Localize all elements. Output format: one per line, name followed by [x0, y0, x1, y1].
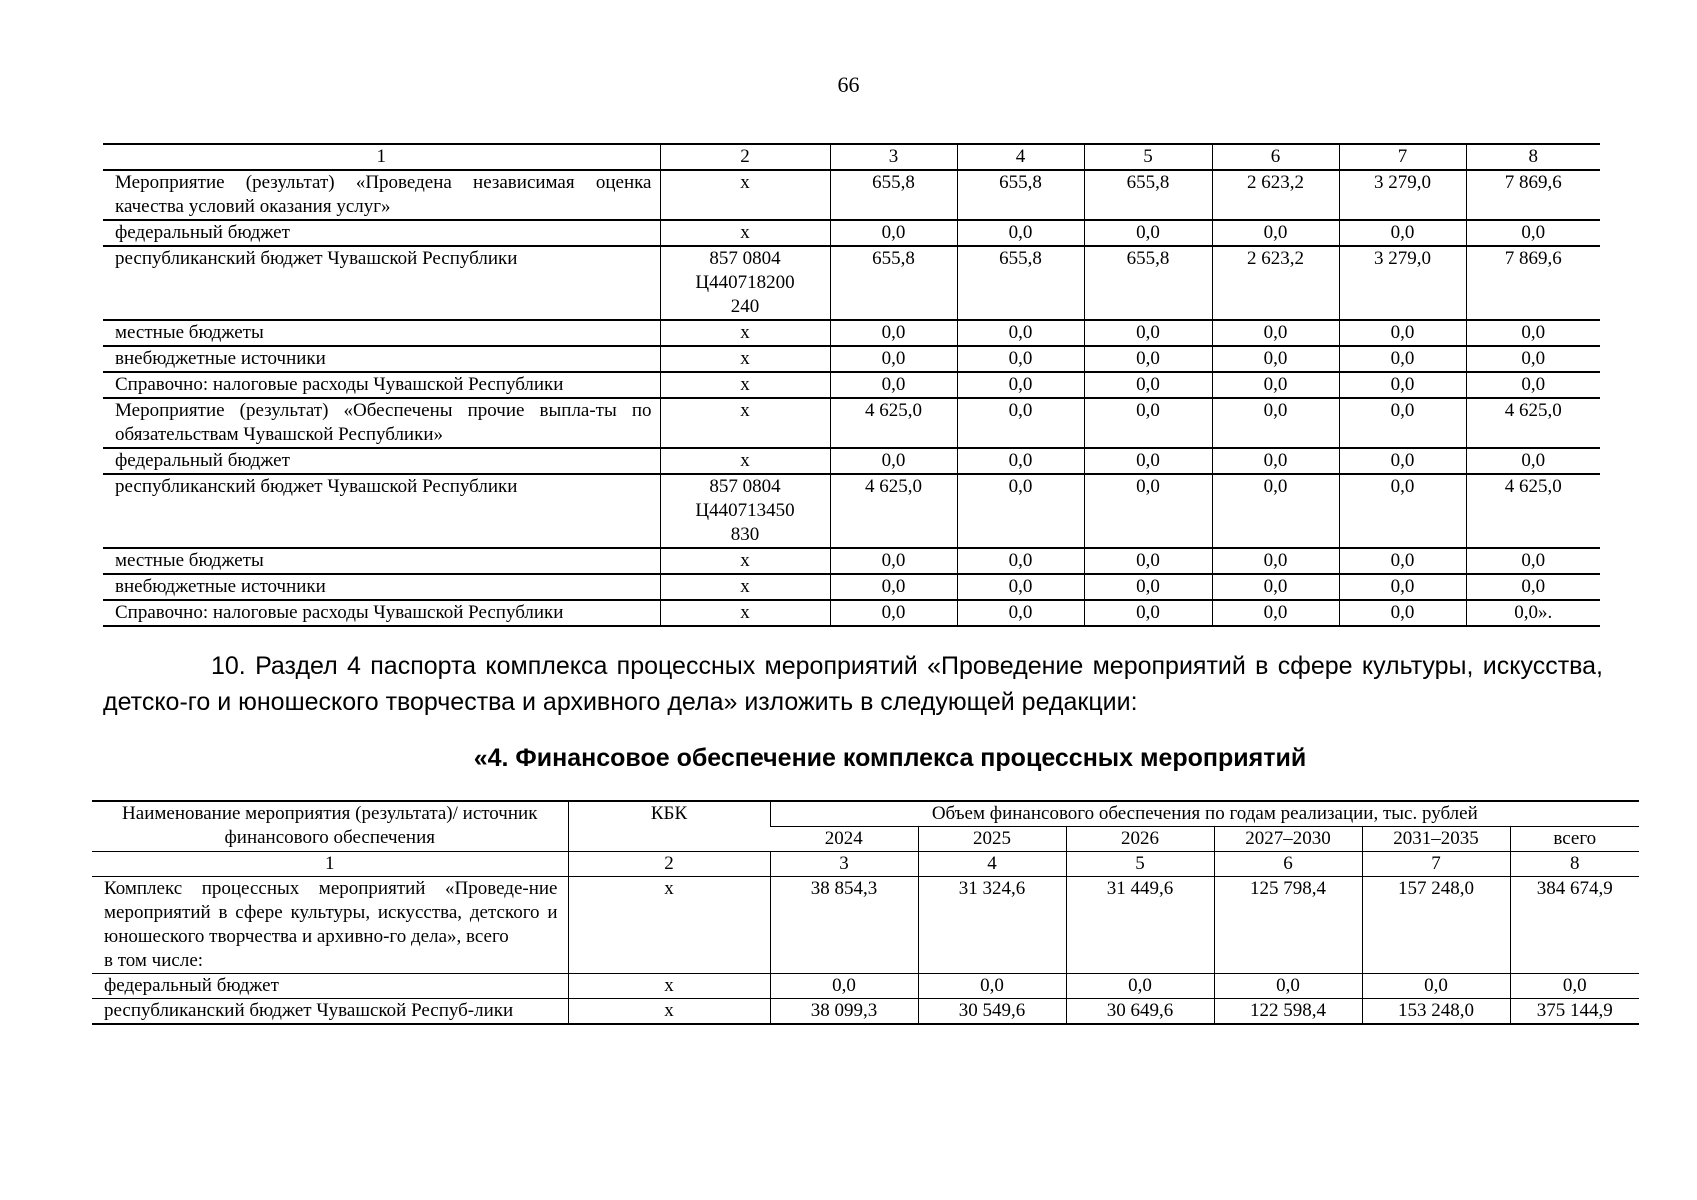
row-value: 0,0 [1466, 320, 1600, 346]
header-volume: Объем финансового обеспечения по годам реализации, тыс. рублей [770, 801, 1639, 827]
table-row [103, 548, 1600, 574]
row-value: 153 248,0 [1362, 999, 1510, 1025]
row-kbk [660, 220, 830, 246]
page-number: 66 [837, 72, 860, 97]
row-value: 0,0 [957, 346, 1084, 372]
row-value: 2 623,2 [1212, 246, 1339, 320]
kbk-line: Ц440713450 [695, 500, 795, 521]
header-year: 2026 [1066, 827, 1214, 852]
row-kbk [660, 372, 830, 398]
row-value: 655,8 [1084, 170, 1212, 220]
row-value: 0,0 [1212, 398, 1339, 448]
row-value: 0,0 [830, 220, 957, 246]
column-number: 5 [1084, 144, 1212, 170]
row-value: 2 623,2 [1212, 170, 1339, 220]
row-kbk [660, 548, 830, 574]
kbk-line: х [740, 576, 750, 597]
row-value: 0,0 [957, 474, 1084, 548]
row-value: 0,0 [957, 548, 1084, 574]
kbk-line: 240 [730, 296, 760, 317]
row-value: 0,0 [957, 398, 1084, 448]
row-name: внебюджетные источники [103, 346, 660, 372]
kbk-line: Ц440718200 [695, 272, 795, 293]
row-value: 0,0 [1339, 548, 1466, 574]
column-number: 6 [1214, 852, 1362, 877]
row-value: 655,8 [830, 246, 957, 320]
row-value: 3 279,0 [1339, 170, 1466, 220]
row-value: 4 625,0 [1466, 474, 1600, 548]
row-value: 0,0 [1084, 448, 1212, 474]
row-value: 0,0 [830, 320, 957, 346]
row-kbk [660, 600, 830, 626]
row-name: местные бюджеты [103, 548, 660, 574]
header-year: 2027–2030 [1214, 827, 1362, 852]
row-value: 31 324,6 [918, 877, 1066, 974]
column-number: 8 [1466, 144, 1600, 170]
row-value: 0,0». [1466, 600, 1600, 626]
row-value: 0,0 [1084, 574, 1212, 600]
row-value: 0,0 [1466, 220, 1600, 246]
column-number: 2 [568, 852, 770, 877]
row-value: 655,8 [957, 246, 1084, 320]
kbk-line: 857 0804 [709, 248, 781, 269]
row-name [92, 877, 568, 974]
section-heading: «4. Финансовое обеспечение комплекса процессных мероприятий [473, 744, 1307, 772]
financing-table-continued [103, 143, 1600, 627]
row-value: 0,0 [1466, 372, 1600, 398]
row-value: 0,0 [1339, 474, 1466, 548]
row-value: 0,0 [830, 372, 957, 398]
header-total: всего [1510, 827, 1639, 852]
kbk-line: х [740, 450, 750, 471]
row-value: 0,0 [1066, 974, 1214, 999]
financing-table [92, 800, 1639, 1025]
table-row [92, 999, 1639, 1025]
row-value: 0,0 [1362, 974, 1510, 999]
row-value: 0,0 [1212, 474, 1339, 548]
column-number: 4 [918, 852, 1066, 877]
row-value: 0,0 [1466, 346, 1600, 372]
row-value: 0,0 [957, 600, 1084, 626]
kbk-line: х [740, 374, 750, 395]
kbk-line: х [740, 222, 750, 243]
header-year: 2024 [770, 827, 918, 852]
row-value: 655,8 [957, 170, 1084, 220]
table-row [103, 600, 1600, 626]
row-name: Справочно: налоговые расходы Чувашской Республики [103, 372, 660, 398]
row-kbk [660, 170, 830, 220]
row-value: 0,0 [1212, 220, 1339, 246]
row-value: 0,0 [1466, 574, 1600, 600]
row-value: 0,0 [1510, 974, 1639, 999]
row-kbk [660, 448, 830, 474]
row-value: 0,0 [1339, 346, 1466, 372]
row-name: республиканский бюджет Чувашской Республики [103, 474, 660, 548]
row-value: 0,0 [1084, 474, 1212, 548]
column-number: 5 [1066, 852, 1214, 877]
row-value: 0,0 [1339, 220, 1466, 246]
column-number: 1 [103, 144, 660, 170]
kbk-line: х [740, 400, 750, 421]
row-value: 0,0 [1339, 600, 1466, 626]
row-value: 0,0 [1084, 220, 1212, 246]
row-value: 0,0 [1084, 600, 1212, 626]
row-value: 0,0 [957, 372, 1084, 398]
table-row [103, 246, 1600, 320]
row-value: 3 279,0 [1339, 246, 1466, 320]
row-value: 0,0 [1214, 974, 1362, 999]
row-value: 0,0 [1212, 548, 1339, 574]
row-value: 0,0 [957, 320, 1084, 346]
row-value: 0,0 [957, 220, 1084, 246]
row-value: 0,0 [1084, 398, 1212, 448]
row-value: 0,0 [1466, 548, 1600, 574]
row-value: 0,0 [1339, 320, 1466, 346]
row-kbk [660, 346, 830, 372]
row-value: 0,0 [770, 974, 918, 999]
row-value: 31 449,6 [1066, 877, 1214, 974]
row-name: местные бюджеты [103, 320, 660, 346]
row-value: 0,0 [1084, 346, 1212, 372]
row-value: 0,0 [1084, 548, 1212, 574]
table-row [103, 220, 1600, 246]
row-name: федеральный бюджет [92, 974, 568, 999]
header-kbk: КБК [568, 801, 770, 852]
row-value: 0,0 [957, 448, 1084, 474]
row-value: 4 625,0 [830, 398, 957, 448]
kbk-line: х [740, 172, 750, 193]
table-row [103, 474, 1600, 548]
column-number: 4 [957, 144, 1084, 170]
row-value: 384 674,9 [1510, 877, 1639, 974]
table-header-row [92, 801, 1639, 827]
row-value: 0,0 [1339, 574, 1466, 600]
row-name: Мероприятие (результат) «Проведена независимая оценка качества условий оказания услуг» [103, 170, 660, 220]
row-kbk: х [568, 974, 770, 999]
row-value: 0,0 [1466, 448, 1600, 474]
row-value: 0,0 [1084, 320, 1212, 346]
row-value: 7 869,6 [1466, 170, 1600, 220]
column-number: 1 [92, 852, 568, 877]
row-value: 0,0 [1339, 372, 1466, 398]
column-number: 7 [1339, 144, 1466, 170]
table-row [103, 170, 1600, 220]
kbk-line: 830 [730, 524, 760, 545]
row-value: 655,8 [1084, 246, 1212, 320]
column-number: 2 [660, 144, 830, 170]
row-kbk: х [568, 999, 770, 1025]
row-value: 0,0 [1212, 448, 1339, 474]
kbk-line: х [740, 602, 750, 623]
header-year: 2025 [918, 827, 1066, 852]
row-name: Мероприятие (результат) «Обеспечены прочие выпла-ты по обязательствам Чувашской Республики» [103, 398, 660, 448]
row-value: 0,0 [1212, 346, 1339, 372]
table-header-row [103, 144, 1600, 170]
row-name-line: Комплекс процессных мероприятий «Проведе-ние мероприятий в сфере культуры, искусства, детского и юношеского творчества и архивно-го дела», всего [104, 878, 558, 947]
table-column-numbers-row [92, 852, 1639, 877]
row-value: 375 144,9 [1510, 999, 1639, 1025]
row-name: федеральный бюджет [103, 220, 660, 246]
table-row [103, 448, 1600, 474]
row-value: 0,0 [830, 574, 957, 600]
row-value: 0,0 [830, 600, 957, 626]
row-value: 38 099,3 [770, 999, 918, 1025]
row-value: 0,0 [1212, 320, 1339, 346]
row-value: 38 854,3 [770, 877, 918, 974]
row-kbk [660, 246, 830, 320]
header-year: 2031–2035 [1362, 827, 1510, 852]
row-value: 0,0 [1212, 574, 1339, 600]
table-row [103, 398, 1600, 448]
table-row [92, 974, 1639, 999]
row-kbk [660, 574, 830, 600]
row-name: республиканский бюджет Чувашской Респуб-лики [92, 999, 568, 1025]
kbk-line: х [740, 322, 750, 343]
row-value: 0,0 [918, 974, 1066, 999]
table-row [103, 574, 1600, 600]
column-number: 7 [1362, 852, 1510, 877]
row-value: 122 598,4 [1214, 999, 1362, 1025]
row-kbk [660, 320, 830, 346]
table-row [103, 372, 1600, 398]
row-value: 4 625,0 [830, 474, 957, 548]
row-value: 30 649,6 [1066, 999, 1214, 1025]
column-number: 3 [770, 852, 918, 877]
table-row [92, 877, 1639, 974]
row-name-line: в том числе: [104, 950, 204, 971]
row-kbk: х [568, 877, 770, 974]
row-value: 0,0 [1339, 398, 1466, 448]
table-row [103, 346, 1600, 372]
row-name: Справочно: налоговые расходы Чувашской Республики [103, 600, 660, 626]
row-value: 0,0 [1212, 600, 1339, 626]
row-value: 0,0 [830, 448, 957, 474]
column-number: 6 [1212, 144, 1339, 170]
row-name: федеральный бюджет [103, 448, 660, 474]
row-value: 0,0 [830, 548, 957, 574]
row-value: 7 869,6 [1466, 246, 1600, 320]
row-value: 0,0 [1084, 372, 1212, 398]
row-value: 0,0 [1212, 372, 1339, 398]
kbk-line: х [740, 348, 750, 369]
row-value: 655,8 [830, 170, 957, 220]
kbk-line: х [740, 550, 750, 571]
row-name: внебюджетные источники [103, 574, 660, 600]
row-value: 0,0 [1339, 448, 1466, 474]
row-value: 125 798,4 [1214, 877, 1362, 974]
column-number: 8 [1510, 852, 1639, 877]
row-value: 157 248,0 [1362, 877, 1510, 974]
column-number: 3 [830, 144, 957, 170]
amendment-paragraph: 10. Раздел 4 паспорта комплекса процессных мероприятий «Проведение мероприятий в сфере культуры, искусства, детско-го и юношеского творчества и архивного дела» изложить в следующей редакции: [103, 652, 1603, 716]
kbk-line: 857 0804 [709, 476, 781, 497]
row-name: республиканский бюджет Чувашской Республики [103, 246, 660, 320]
header-name: Наименование мероприятия (результата)/ источник финансового обеспечения [92, 801, 568, 852]
row-value: 0,0 [957, 574, 1084, 600]
row-kbk [660, 398, 830, 448]
table-row [103, 320, 1600, 346]
row-value: 0,0 [830, 346, 957, 372]
row-value: 4 625,0 [1466, 398, 1600, 448]
row-kbk [660, 474, 830, 548]
row-value: 30 549,6 [918, 999, 1066, 1025]
